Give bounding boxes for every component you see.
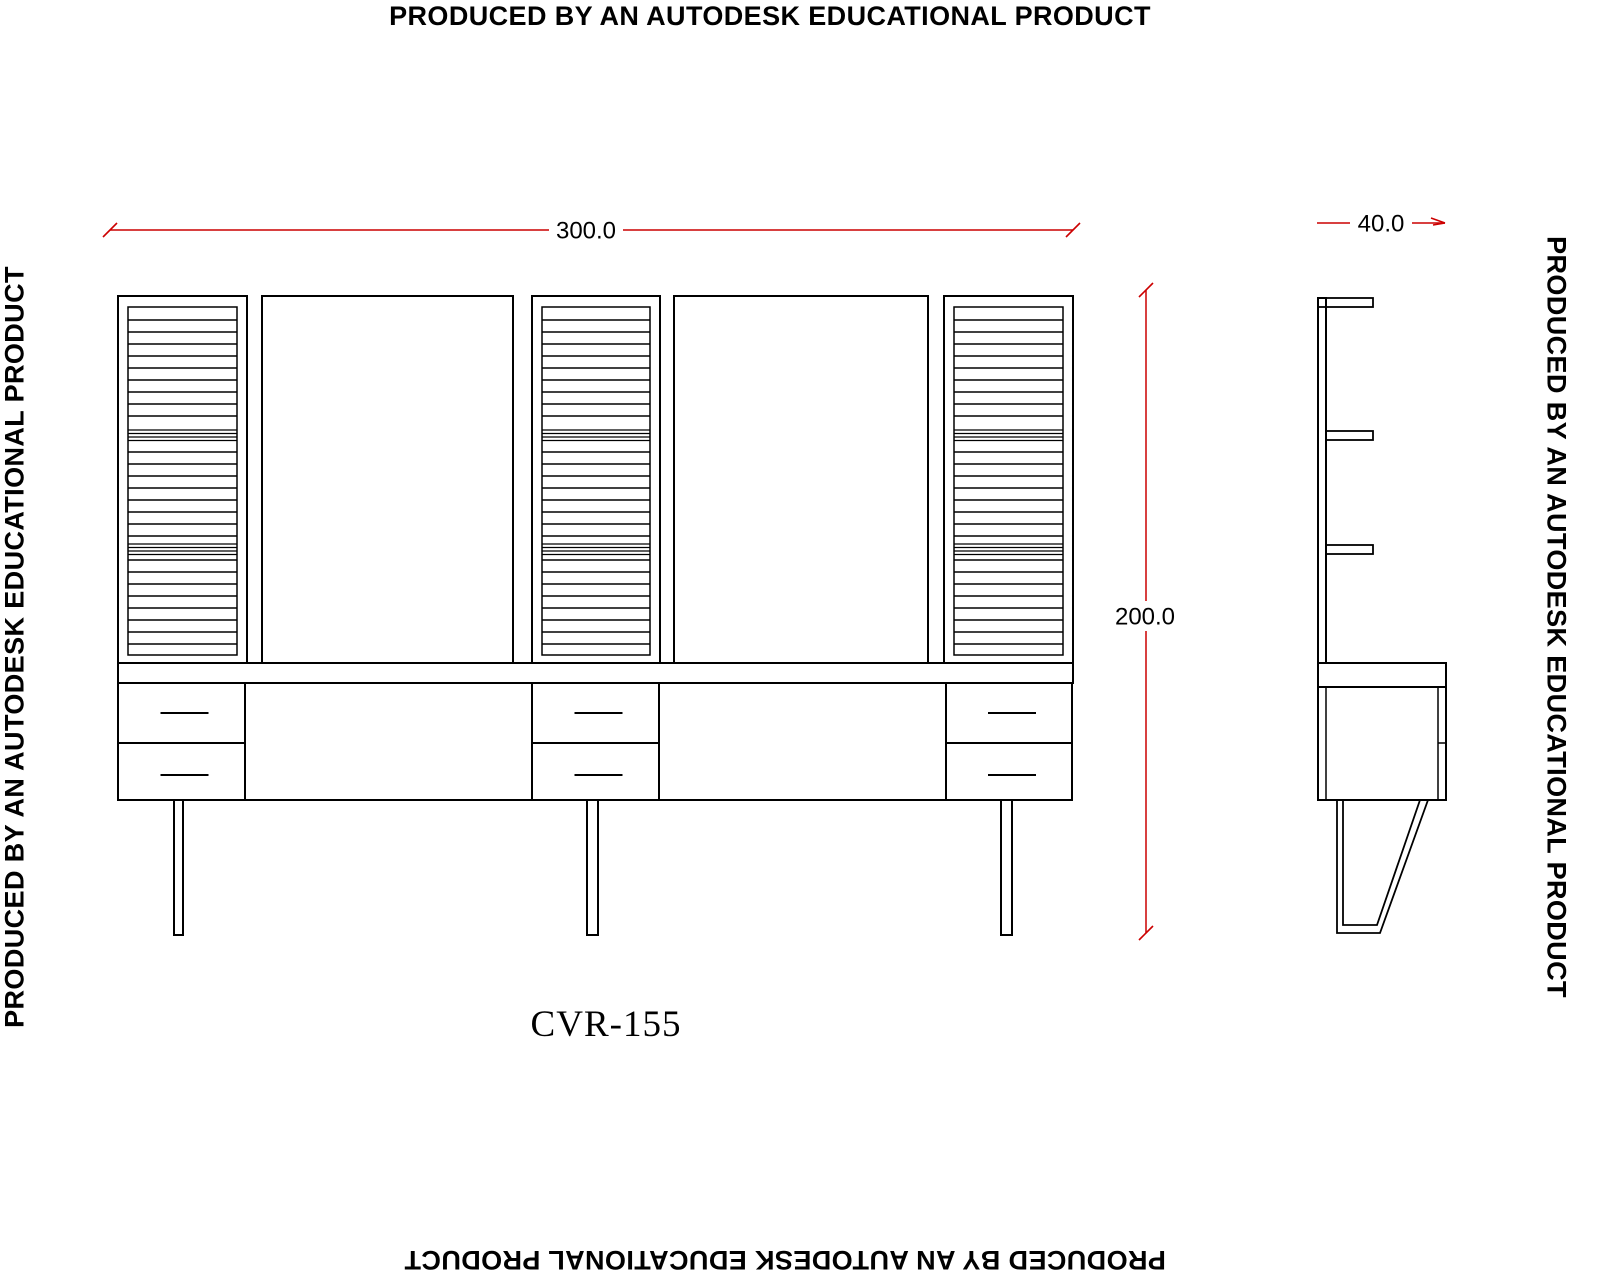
back-panel: [1318, 298, 1326, 663]
leg: [1001, 800, 1012, 935]
shelf: [1326, 545, 1373, 554]
louver-door: [118, 296, 247, 663]
drawer-stack: [532, 683, 659, 800]
drawing-title: CVR-155: [530, 1004, 682, 1045]
edge-text-left: PRODUCED BY AN AUTODESK EDUCATIONAL PRODUCT: [0, 266, 30, 1028]
edge-text-bottom: PRODUCED BY AN AUTODESK EDUCATIONAL PRODUCT: [404, 1245, 1166, 1275]
louver-door: [532, 296, 660, 663]
leg: [174, 800, 183, 935]
dimension-front-width: [103, 215, 1080, 245]
plain-door: [674, 296, 928, 663]
louver-door: [944, 296, 1073, 663]
tapered-leg: [1337, 800, 1428, 933]
leg: [587, 800, 598, 935]
edge-text-right: PRODUCED BY AN AUTODESK EDUCATIONAL PRODUCT: [1541, 236, 1572, 998]
plain-door: [262, 296, 513, 663]
dimension-label: 300.0: [555, 217, 617, 245]
dimensions: [103, 208, 1445, 940]
dimension-height: [1105, 283, 1185, 940]
edge-text-top: PRODUCED BY AN AUTODESK EDUCATIONAL PRODUCT: [389, 1, 1151, 31]
dimension-label: 40.0: [1357, 210, 1405, 238]
desk-body: [1318, 687, 1446, 800]
shelf: [1326, 431, 1373, 440]
side-view: [1318, 298, 1446, 933]
front-view: [118, 296, 1073, 935]
desk-top-rail: [1318, 663, 1446, 687]
dimension-label: 200.0: [1114, 603, 1176, 631]
desk-top-rail: [118, 663, 1073, 683]
drawer-stack: [118, 683, 245, 800]
dimension-side-depth: [1317, 208, 1445, 238]
drawer-stack: [946, 683, 1072, 800]
